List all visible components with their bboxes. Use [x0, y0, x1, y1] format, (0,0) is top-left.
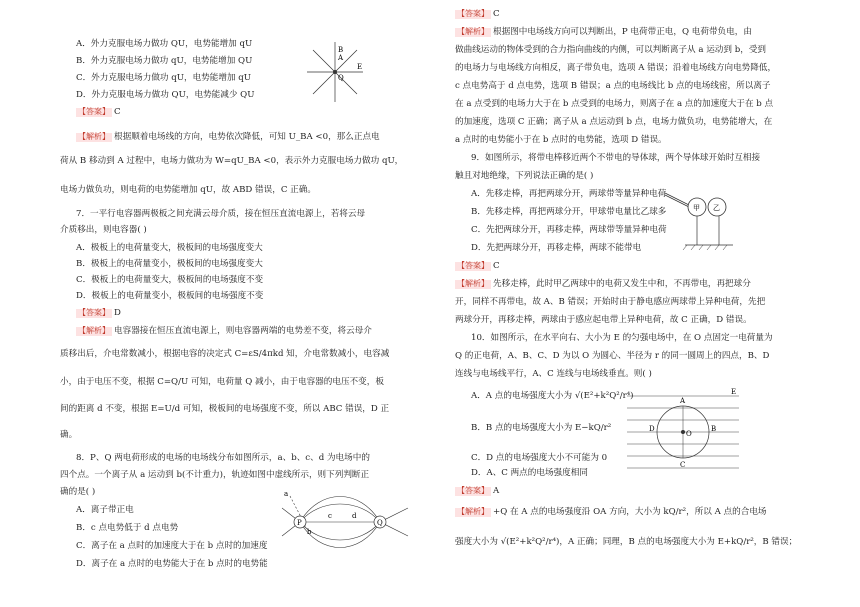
q8-explain-5: 在 a 点受到的电场力大于在 b 点受到的电场力，则离子在 a 点的加速度大于在 b 点 [455, 99, 774, 109]
fig-label-e: E [731, 388, 737, 396]
q9-option-d: D．先把两球分开，再移走棒，两球不能带电 [471, 243, 642, 253]
q7-explain-1: 【解析】 电容器接在恒压直流电源上，则电容器两端的电势差不变，将云母介 [78, 326, 372, 336]
fig-label-q: Q [377, 519, 383, 527]
q10-stem-2: Q 的正电荷，A、B、C、D 为以 O 为圆心、半径为 r 的同一圆周上的四点，B、D [455, 351, 770, 361]
fig-label-a: A [338, 54, 344, 62]
fig-label-e: E [357, 63, 363, 71]
q9-option-b: B．先移走棒，再把两球分开，甲球带电量比乙球多 [471, 207, 667, 217]
q8-explain-4: c 点电势高于 d 点电势，选项 B 错误；a 点的电场线比 b 点的电场线密，所以离子 [455, 81, 771, 91]
q9-explain-3: 两球分开，再移走棒，两球由于感应起电带上异种电荷，故 C 正确，D 错误。 [455, 315, 752, 325]
q7-answer: 【答案】 D [78, 308, 121, 318]
q10-option-a: A．A 点的电场强度大小为 √(E²+k²Q²/r⁴) [471, 391, 634, 401]
q10-option-c: C．D 点的电场强度大小不可能为 0 [471, 453, 608, 463]
fig-label-jia: 甲 [693, 204, 700, 212]
q10-field-figure [623, 384, 743, 476]
q10-option-b: B．B 点的电场强度大小为 E−kQ/r² [471, 423, 612, 433]
q10-stem-3: 连线与电场线平行，A、C 连线与电场线垂直。则( ) [455, 369, 652, 379]
q7-option-d: D．极板上的电荷量变小，极板间的电场强度不变 [76, 291, 264, 301]
q6-explain-3: 电场力做负功，则电荷的电势能增加 qU，故 ABD 错误，C 正确。 [60, 185, 316, 195]
fig-label-d: D [649, 425, 655, 433]
q7-option-a: A．极板上的电荷量变大，极板间的电场强度变大 [76, 243, 263, 253]
q9-answer: 【答案】 C [457, 261, 500, 271]
q6-field-figure [305, 40, 365, 104]
q10-explain-2: 强度大小为 √(E²+k²Q²/r⁴)，A 正确；同理，B 点的电场强度大小为 E+kQ/r²，B 错误； [455, 537, 798, 547]
fig-label-b: B [711, 425, 717, 433]
q6-explain-1: 【解析】 根据顺着电场线的方向，电势依次降低，可知 U_BA <0，那么正点电 [78, 132, 380, 142]
q9-option-a: A．先移走棒，再把两球分开，两球带等量异种电荷 [471, 189, 667, 199]
fig-label-a: a [284, 490, 289, 498]
q6-option-c: C．外力克服电场力做功 qU，电势能增加 qU [76, 73, 252, 83]
q7-explain-3: 小，由于电压不变，根据 C=Q/U 可知，电荷量 Q 减小，由于电容器的电压不变，板 [60, 377, 384, 387]
fig-label-d: d [352, 512, 357, 520]
q7-explain-2: 质移出后，介电常数减小，根据电容的决定式 C=εS/4πkd 知，介电常数减小，电容减 [60, 349, 390, 359]
q6-option-a: A．外力克服电场力做功 QU，电势能增加 qU [76, 39, 253, 49]
fig-label-a: A [680, 397, 686, 405]
q7-stem-2: 介质移出，则电容器( ) [60, 225, 147, 235]
fig-label-c: C [680, 461, 686, 469]
q8-option-a: A．离子带正电 [76, 505, 134, 515]
fig-label-yi: 乙 [713, 204, 720, 212]
q8-explain-7: a 点时的电势能小于在 b 点时的电势能，选项 D 错误。 [455, 135, 667, 145]
q10-stem-1: 10．如图所示，在水平向右、大小为 E 的匀强电场中，在 O 点固定一电荷量为 [471, 333, 773, 343]
fig-label-o: O [686, 430, 692, 438]
q10-explain-1: 【解析】 +Q 在 A 点的电场强度沿 OA 方向，大小为 kQ/r²，所以 A 点的合电场 [457, 507, 767, 517]
q9-option-c: C．先把两球分开，再移走棒，两球带等量异种电荷 [471, 225, 667, 235]
q10-answer: 【答案】 A [457, 486, 500, 496]
q6-explain-2: 荷从 B 移动到 A 过程中，电场力做功为 W=qU_BA <0，表示外力克服电场力做功 qU， [60, 156, 404, 166]
q8-field-figure [280, 488, 412, 556]
fig-label-c: c [328, 512, 332, 520]
q8-explain-6: 的加速度，选项 C 正确；离子从 a 点运动到 b 点，电场力做负功，电势能增大，在 [455, 117, 773, 127]
q8-answer: 【答案】 C [457, 9, 500, 19]
fig-label-b: b [307, 528, 312, 536]
q9-stem-2: 触且对地绝缘，下列说法正确的是( ) [455, 171, 594, 181]
q6-option-b: B．外力克服电场力做功 qU，电势能增加 QU [76, 56, 253, 66]
q9-stem-1: 9．如图所示，将带电棒移近两个不带电的导体球，两个导体球开始时互相接 [471, 153, 761, 163]
q8-explain-1: 【解析】 根据图中电场线方向可以判断出，P 电荷带正电，Q 电荷带负电，由 [457, 27, 752, 37]
q7-explain-5: 确。 [60, 430, 78, 440]
answer-tag: 【答案】 [78, 107, 110, 116]
q6-option-d: D．外力克服电场力做功 QU，电势能减少 QU [76, 90, 255, 100]
q9-explain-2: 开，同样不再带电，故 A、B 错误；开始时由于静电感应两球带上异种电荷，先把 [455, 297, 766, 307]
q7-explain-4: 间的距离 d 不变，根据 E=U/d 可知，极板间的电场强度不变，所以 ABC 错误，D 正 [60, 404, 390, 414]
fig-label-b: B [338, 46, 344, 54]
q8-stem-1: 8．P、Q 两电荷形成的电场的电场线分布如图所示，a、b、c、d 为电场中的 [76, 453, 370, 463]
q8-explain-3: 的电场力与电场线方向相反，离子带负电，选项 A 错误；沿着电场线方向电势降低， [455, 63, 777, 73]
q8-option-c: C．离子在 a 点时的加速度大于在 b 点时的加速度 [76, 541, 268, 551]
q8-explain-2: 做曲线运动的物体受到的合力指向曲线的内侧，可以判断离子从 a 运动到 b，受到 [455, 45, 767, 55]
q10-option-d: D．A、C 两点的电场强度相同 [471, 468, 588, 478]
q7-stem-1: 7．一平行电容器两极板之间充满云母介质，接在恒压直流电源上，若将云母 [76, 209, 366, 219]
fig-label-p: P [297, 519, 302, 527]
q7-option-c: C．极板上的电荷量变大，极板间的电场强度不变 [76, 275, 264, 285]
q8-stem-3: 确的是( ) [60, 487, 96, 497]
q9-spheres-figure [663, 183, 743, 253]
q6-answer: 【答案】 C [78, 107, 121, 117]
fig-label-q: Q [338, 74, 344, 82]
q8-option-b: B．c 点电势低于 d 点电势 [76, 523, 179, 533]
q8-stem-2: 四个点。一个离子从 a 运动到 b(不计重力)，轨迹如图中虚线所示，则下列判断正 [60, 470, 370, 480]
q8-option-d: D．离子在 a 点时的电势能大于在 b 点时的电势能 [76, 559, 268, 569]
q9-explain-1: 【解析】 先移走棒，此时甲乙两球中的电荷又发生中和，不再带电，再把球分 [457, 279, 751, 289]
q7-option-b: B．极板上的电荷量变小，极板间的电场强度变大 [76, 259, 263, 269]
